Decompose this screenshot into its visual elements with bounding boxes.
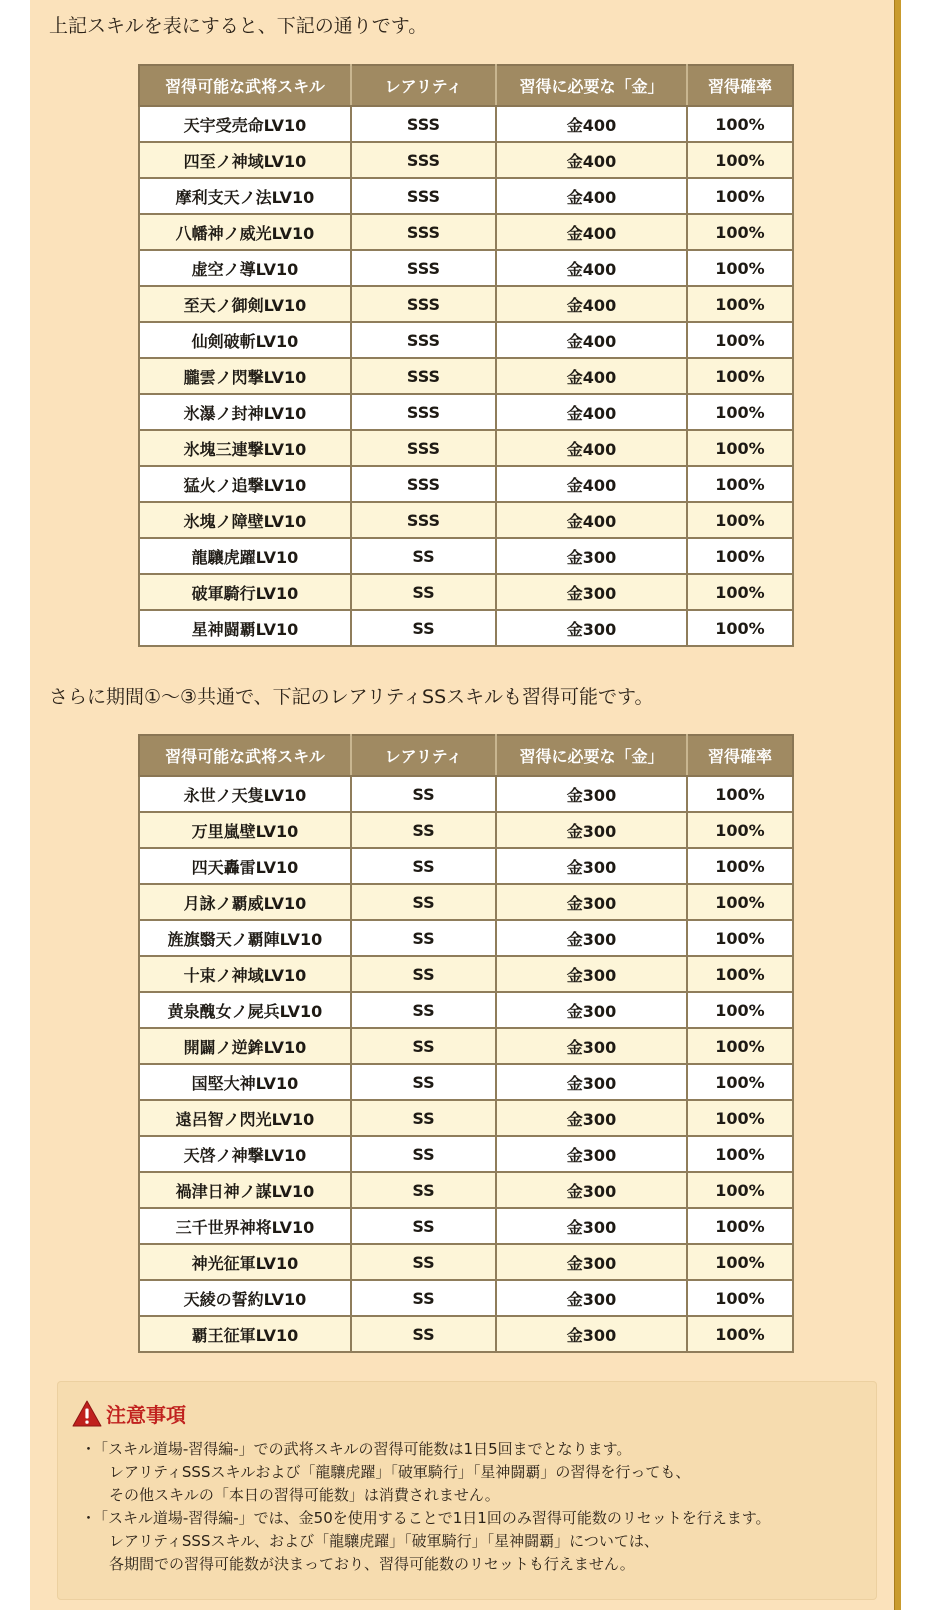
cell-skill-name: 四天轟雷LV10 bbox=[139, 848, 351, 884]
page-margin-left bbox=[0, 0, 30, 1610]
notice-item bbox=[81, 1438, 871, 1507]
cell-skill-name: 仙剣破斬LV10 bbox=[139, 322, 351, 358]
cell-gold-cost: 金400 bbox=[496, 394, 687, 430]
skill-table-1 bbox=[138, 64, 794, 647]
cell-gold-cost: 金300 bbox=[496, 610, 687, 646]
table-row bbox=[139, 1208, 793, 1244]
table-row bbox=[139, 394, 793, 430]
cell-rarity: SSS bbox=[351, 178, 496, 214]
table-row bbox=[139, 250, 793, 286]
cell-rarity: SS bbox=[351, 884, 496, 920]
cell-rarity: SSS bbox=[351, 286, 496, 322]
cell-probability: 100% bbox=[687, 178, 793, 214]
article-content bbox=[34, 0, 895, 1610]
header-skill: 習得可能な武将スキル bbox=[139, 65, 351, 106]
cell-probability: 100% bbox=[687, 776, 793, 812]
table-row bbox=[139, 538, 793, 574]
cell-skill-name: 禍津日神ノ謀LV10 bbox=[139, 1172, 351, 1208]
cell-gold-cost: 金300 bbox=[496, 1208, 687, 1244]
notice-box bbox=[57, 1381, 877, 1600]
cell-gold-cost: 金300 bbox=[496, 848, 687, 884]
notice-line: 「スキル道場-習得編-」では、金50を使用することで1日1回のみ習得可能数のリセットを行えます。 bbox=[93, 1509, 771, 1527]
table-row bbox=[139, 884, 793, 920]
cell-rarity: SSS bbox=[351, 466, 496, 502]
cell-probability: 100% bbox=[687, 992, 793, 1028]
cell-probability: 100% bbox=[687, 538, 793, 574]
cell-probability: 100% bbox=[687, 394, 793, 430]
cell-probability: 100% bbox=[687, 1028, 793, 1064]
cell-skill-name: 覇王征軍LV10 bbox=[139, 1316, 351, 1352]
cell-skill-name: 十束ノ神域LV10 bbox=[139, 956, 351, 992]
header-gold-cost: 習得に必要な「金」 bbox=[496, 735, 687, 776]
cell-rarity: SS bbox=[351, 1208, 496, 1244]
cell-rarity: SS bbox=[351, 1136, 496, 1172]
cell-gold-cost: 金300 bbox=[496, 1136, 687, 1172]
table-row bbox=[139, 214, 793, 250]
cell-gold-cost: 金400 bbox=[496, 142, 687, 178]
table-row bbox=[139, 848, 793, 884]
cell-skill-name: 神光征軍LV10 bbox=[139, 1244, 351, 1280]
header-probability: 習得確率 bbox=[687, 65, 793, 106]
cell-gold-cost: 金400 bbox=[496, 214, 687, 250]
table-row bbox=[139, 1028, 793, 1064]
table-row bbox=[139, 992, 793, 1028]
cell-gold-cost: 金300 bbox=[496, 1064, 687, 1100]
cell-gold-cost: 金300 bbox=[496, 538, 687, 574]
cell-probability: 100% bbox=[687, 884, 793, 920]
cell-gold-cost: 金300 bbox=[496, 1028, 687, 1064]
cell-rarity: SS bbox=[351, 1028, 496, 1064]
cell-skill-name: 氷瀑ノ封神LV10 bbox=[139, 394, 351, 430]
cell-gold-cost: 金400 bbox=[496, 358, 687, 394]
cell-skill-name: 朧雲ノ閃撃LV10 bbox=[139, 358, 351, 394]
cell-rarity: SSS bbox=[351, 214, 496, 250]
cell-probability: 100% bbox=[687, 956, 793, 992]
cell-skill-name: 天啓ノ神撃LV10 bbox=[139, 1136, 351, 1172]
cell-probability: 100% bbox=[687, 848, 793, 884]
cell-skill-name: 星神闘覇LV10 bbox=[139, 610, 351, 646]
skill-table-1-body bbox=[139, 106, 793, 646]
bullet: ・ bbox=[81, 1440, 97, 1458]
header-probability: 習得確率 bbox=[687, 735, 793, 776]
cell-gold-cost: 金400 bbox=[496, 106, 687, 142]
cell-rarity: SS bbox=[351, 920, 496, 956]
cell-skill-name: 龍驤虎躍LV10 bbox=[139, 538, 351, 574]
cell-probability: 100% bbox=[687, 574, 793, 610]
cell-rarity: SS bbox=[351, 1316, 496, 1352]
table-row bbox=[139, 142, 793, 178]
cell-gold-cost: 金300 bbox=[496, 956, 687, 992]
cell-gold-cost: 金400 bbox=[496, 502, 687, 538]
header-rarity: レアリティ bbox=[351, 65, 496, 106]
cell-rarity: SSS bbox=[351, 430, 496, 466]
cell-gold-cost: 金300 bbox=[496, 1316, 687, 1352]
cell-probability: 100% bbox=[687, 286, 793, 322]
cell-probability: 100% bbox=[687, 920, 793, 956]
cell-skill-name: 四至ノ神域LV10 bbox=[139, 142, 351, 178]
cell-rarity: SS bbox=[351, 1280, 496, 1316]
table-row bbox=[139, 178, 793, 214]
table-row bbox=[139, 1100, 793, 1136]
cell-rarity: SS bbox=[351, 848, 496, 884]
cell-gold-cost: 金300 bbox=[496, 1244, 687, 1280]
table-row bbox=[139, 776, 793, 812]
cell-rarity: SSS bbox=[351, 394, 496, 430]
cell-probability: 100% bbox=[687, 250, 793, 286]
cell-probability: 100% bbox=[687, 1316, 793, 1352]
cell-probability: 100% bbox=[687, 1208, 793, 1244]
cell-rarity: SS bbox=[351, 956, 496, 992]
cell-rarity: SSS bbox=[351, 106, 496, 142]
cell-gold-cost: 金300 bbox=[496, 1100, 687, 1136]
cell-rarity: SSS bbox=[351, 250, 496, 286]
notice-line: その他スキルの「本日の習得可能数」は消費されません。 bbox=[109, 1486, 500, 1504]
cell-probability: 100% bbox=[687, 1100, 793, 1136]
notice-item bbox=[81, 1507, 871, 1576]
cell-gold-cost: 金300 bbox=[496, 776, 687, 812]
warning-triangle-icon bbox=[72, 1400, 102, 1427]
cell-probability: 100% bbox=[687, 812, 793, 848]
cell-rarity: SS bbox=[351, 1100, 496, 1136]
cell-skill-name: 万里嵐壁LV10 bbox=[139, 812, 351, 848]
cell-probability: 100% bbox=[687, 358, 793, 394]
table-row bbox=[139, 574, 793, 610]
table-row bbox=[139, 106, 793, 142]
cell-skill-name: 遠呂智ノ閃光LV10 bbox=[139, 1100, 351, 1136]
cell-skill-name: 国堅大神LV10 bbox=[139, 1064, 351, 1100]
cell-skill-name: 開闢ノ逆鉾LV10 bbox=[139, 1028, 351, 1064]
table-header-row bbox=[139, 65, 793, 106]
table-row bbox=[139, 920, 793, 956]
cell-probability: 100% bbox=[687, 142, 793, 178]
cell-rarity: SS bbox=[351, 992, 496, 1028]
cell-gold-cost: 金300 bbox=[496, 920, 687, 956]
cell-gold-cost: 金400 bbox=[496, 322, 687, 358]
cell-rarity: SS bbox=[351, 776, 496, 812]
table-row bbox=[139, 322, 793, 358]
cell-skill-name: 虚空ノ導LV10 bbox=[139, 250, 351, 286]
cell-rarity: SSS bbox=[351, 502, 496, 538]
cell-gold-cost: 金300 bbox=[496, 884, 687, 920]
cell-rarity: SSS bbox=[351, 322, 496, 358]
cell-skill-name: 月詠ノ覇威LV10 bbox=[139, 884, 351, 920]
cell-gold-cost: 金300 bbox=[496, 992, 687, 1028]
cell-rarity: SS bbox=[351, 1172, 496, 1208]
cell-skill-name: 黄泉醜女ノ屍兵LV10 bbox=[139, 992, 351, 1028]
cell-skill-name: 天綾の誓約LV10 bbox=[139, 1280, 351, 1316]
table-row bbox=[139, 286, 793, 322]
table-row bbox=[139, 1316, 793, 1352]
table-row bbox=[139, 956, 793, 992]
cell-skill-name: 至天ノ御剣LV10 bbox=[139, 286, 351, 322]
notice-line: 各期間での習得可能数が決まっており、習得可能数のリセットも行えません。 bbox=[109, 1555, 635, 1573]
cell-skill-name: 氷塊ノ障壁LV10 bbox=[139, 502, 351, 538]
cell-gold-cost: 金300 bbox=[496, 1172, 687, 1208]
table-row bbox=[139, 1136, 793, 1172]
cell-probability: 100% bbox=[687, 466, 793, 502]
cell-rarity: SS bbox=[351, 1064, 496, 1100]
cell-probability: 100% bbox=[687, 610, 793, 646]
cell-probability: 100% bbox=[687, 1172, 793, 1208]
intro-text: 上記スキルを表にすると、下記の通りです。 bbox=[49, 15, 428, 37]
cell-skill-name: 破軍騎行LV10 bbox=[139, 574, 351, 610]
cell-rarity: SSS bbox=[351, 358, 496, 394]
table-row bbox=[139, 1244, 793, 1280]
cell-gold-cost: 金300 bbox=[496, 574, 687, 610]
header-rarity: レアリティ bbox=[351, 735, 496, 776]
cell-gold-cost: 金300 bbox=[496, 812, 687, 848]
cell-rarity: SS bbox=[351, 538, 496, 574]
cell-skill-name: 旌旗翳天ノ覇陣LV10 bbox=[139, 920, 351, 956]
cell-probability: 100% bbox=[687, 502, 793, 538]
cell-gold-cost: 金400 bbox=[496, 250, 687, 286]
cell-probability: 100% bbox=[687, 1064, 793, 1100]
cell-probability: 100% bbox=[687, 1280, 793, 1316]
bullet: ・ bbox=[81, 1509, 97, 1527]
cell-gold-cost: 金400 bbox=[496, 430, 687, 466]
cell-skill-name: 天宇受売命LV10 bbox=[139, 106, 351, 142]
cell-probability: 100% bbox=[687, 322, 793, 358]
cell-probability: 100% bbox=[687, 106, 793, 142]
cell-rarity: SS bbox=[351, 1244, 496, 1280]
table-row bbox=[139, 466, 793, 502]
cell-skill-name: 永世ノ天隻LV10 bbox=[139, 776, 351, 812]
cell-skill-name: 氷塊三連撃LV10 bbox=[139, 430, 351, 466]
cell-skill-name: 八幡神ノ威光LV10 bbox=[139, 214, 351, 250]
cell-rarity: SS bbox=[351, 812, 496, 848]
notice-line: レアリティSSSスキル、および「龍驤虎躍」「破軍騎行」「星神闘覇」については、 bbox=[109, 1532, 659, 1550]
notice-title bbox=[72, 1397, 186, 1429]
table-row bbox=[139, 502, 793, 538]
table-row bbox=[139, 610, 793, 646]
notice-list bbox=[81, 1438, 871, 1576]
cell-skill-name: 摩利支天ノ法LV10 bbox=[139, 178, 351, 214]
cell-probability: 100% bbox=[687, 1136, 793, 1172]
cell-gold-cost: 金400 bbox=[496, 286, 687, 322]
cell-rarity: SS bbox=[351, 610, 496, 646]
table-row bbox=[139, 1172, 793, 1208]
cell-gold-cost: 金400 bbox=[496, 466, 687, 502]
cell-gold-cost: 金400 bbox=[496, 178, 687, 214]
cell-rarity: SSS bbox=[351, 142, 496, 178]
skill-table-2-body bbox=[139, 776, 793, 1352]
skill-table-2 bbox=[138, 734, 794, 1353]
intro-text-2: さらに期間①～③共通で、下記のレアリティSSスキルも習得可能です。 bbox=[49, 686, 654, 708]
cell-probability: 100% bbox=[687, 214, 793, 250]
cell-probability: 100% bbox=[687, 430, 793, 466]
table-header-row bbox=[139, 735, 793, 776]
notice-heading: 注意事項 bbox=[106, 1402, 186, 1427]
table-row bbox=[139, 1280, 793, 1316]
cell-probability: 100% bbox=[687, 1244, 793, 1280]
cell-skill-name: 三千世界神将LV10 bbox=[139, 1208, 351, 1244]
cell-skill-name: 猛火ノ追撃LV10 bbox=[139, 466, 351, 502]
notice-line: 「スキル道場-習得編-」での武将スキルの習得可能数は1日5回までとなります。 bbox=[93, 1440, 632, 1458]
cell-gold-cost: 金300 bbox=[496, 1280, 687, 1316]
header-skill: 習得可能な武将スキル bbox=[139, 735, 351, 776]
page-margin-right bbox=[901, 0, 930, 1610]
cell-rarity: SS bbox=[351, 574, 496, 610]
header-gold-cost: 習得に必要な「金」 bbox=[496, 65, 687, 106]
table-row bbox=[139, 1064, 793, 1100]
notice-line: レアリティSSSスキルおよび「龍驤虎躍」「破軍騎行」「星神闘覇」の習得を行っても、 bbox=[109, 1463, 691, 1481]
table-row bbox=[139, 812, 793, 848]
table-row bbox=[139, 358, 793, 394]
table-row bbox=[139, 430, 793, 466]
